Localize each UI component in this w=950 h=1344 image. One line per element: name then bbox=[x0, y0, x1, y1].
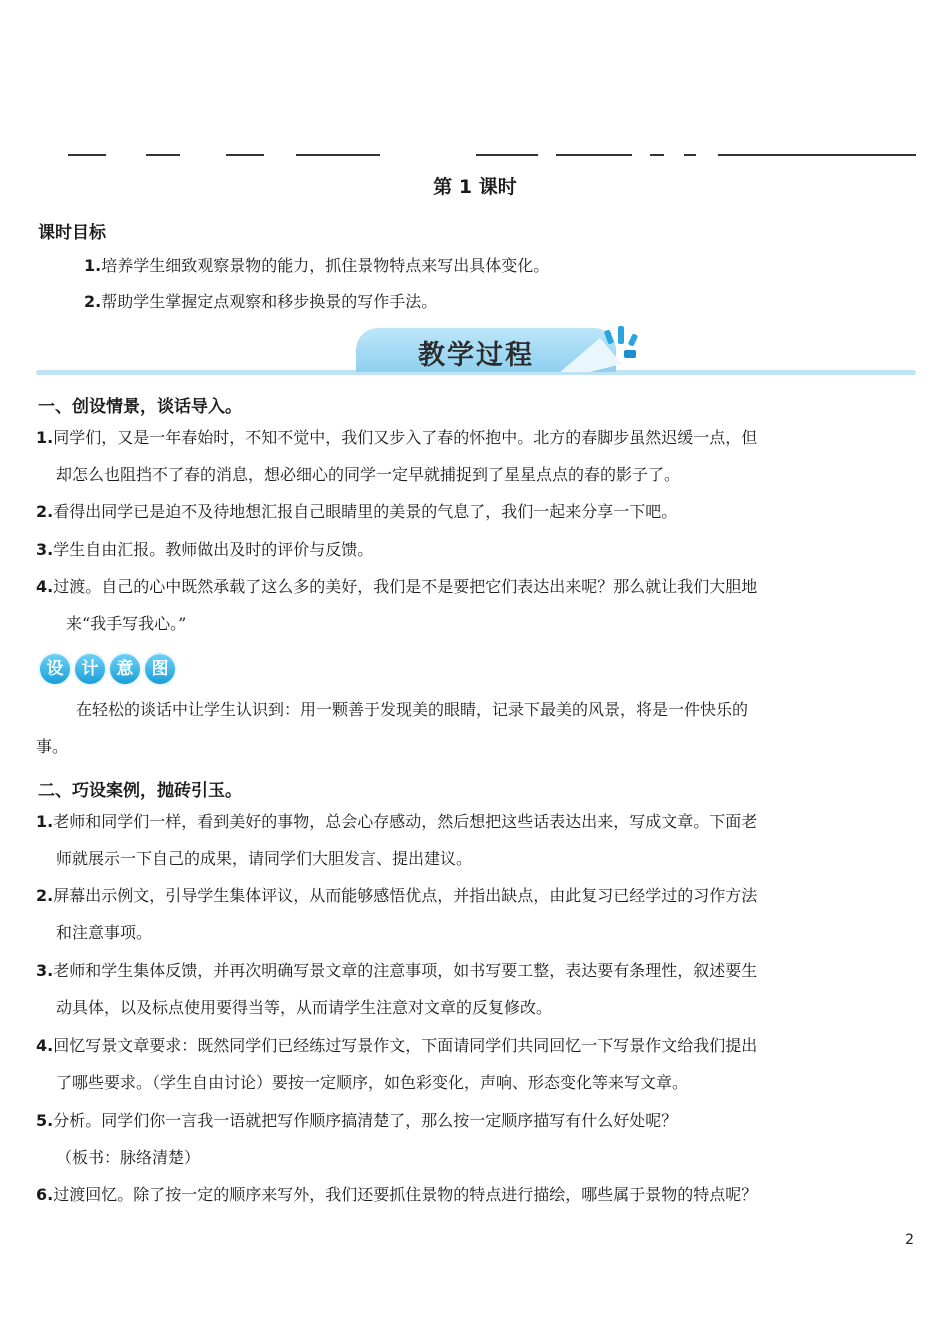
list-item: 3.老师和学生集体反馈，并再次明确写景文章的注意事项，如书写要工整，表达要有条理性，叙述要生 bbox=[36, 961, 758, 980]
list-item-continuation: 却怎么也阻挡不了春的消息，想必细心的同学一定早就捕捉到了星星点点的春的影子了。 bbox=[56, 465, 681, 484]
header-rule bbox=[684, 154, 696, 156]
list-item: 6.过渡回忆。除了按一定的顺序来写外，我们还要抓住景物的特点进行描绘，哪些属于景物的特点呢？ bbox=[36, 1185, 758, 1204]
design-text-continuation: 事。 bbox=[36, 737, 69, 756]
header-rule bbox=[226, 154, 264, 156]
list-item: 2.屏幕出示例文，引导学生集体评议，从而能够感悟优点，并指出缺点，由此复习已经学过的习作方法 bbox=[36, 886, 758, 905]
lesson-title: 第 1 课时 bbox=[433, 176, 517, 198]
design-badge: 设 bbox=[38, 652, 72, 686]
list-item-continuation: 师就展示一下自己的成果，请同学们大胆发言、提出建议。 bbox=[56, 849, 473, 868]
list-item-continuation: 来“我手写我心。” bbox=[66, 614, 187, 633]
design-text: 在轻松的谈话中让学生认识到：用一颗善于发现美的眼睛，记录下最美的风景，将是一件快乐的 bbox=[76, 700, 749, 719]
design-badge: 意 bbox=[108, 652, 142, 686]
list-item: 2.看得出同学已是迫不及待地想汇报自己眼睛里的美景的气息了，我们一起来分享一下吧。 bbox=[36, 502, 678, 521]
section2-heading: 二、巧设案例，抛砖引玉。 bbox=[38, 781, 242, 801]
list-item: 4.过渡。自己的心中既然承载了这么多的美好，我们是不是要把它们表达出来呢？那么就让我们大胆地 bbox=[36, 577, 758, 596]
list-item-continuation: 动具体，以及标点使用要得当等，从而请学生注意对文章的反复修改。 bbox=[56, 998, 553, 1017]
goal-item: 2.帮助学生掌握定点观察和移步换景的写作手法。 bbox=[84, 292, 438, 311]
header-rule bbox=[556, 154, 632, 156]
list-item-continuation: 了哪些要求。（学生自由讨论）要按一定顺序，如色彩变化，声响、形态变化等来写文章。 bbox=[56, 1073, 689, 1092]
design-badge: 图 bbox=[143, 652, 177, 686]
list-item: 1.同学们，又是一年春始时，不知不觉中，我们又步入了春的怀抱中。北方的春脚步虽然迟缓一点，但 bbox=[36, 428, 758, 447]
design-badge: 计 bbox=[73, 652, 107, 686]
goal-item: 1.培养学生细致观察景物的能力，抓住景物特点来写出具体变化。 bbox=[84, 256, 550, 275]
header-rule bbox=[146, 154, 180, 156]
list-item-continuation: （板书：脉络清楚） bbox=[56, 1148, 201, 1167]
list-item: 5.分析。同学们你一言我一语就把写作顺序搞清楚了，那么按一定顺序描写有什么好处呢？ bbox=[36, 1111, 678, 1130]
header-rule bbox=[650, 154, 664, 156]
page-number: 2 bbox=[905, 1232, 914, 1248]
header-rule bbox=[476, 154, 538, 156]
section1-heading: 一、创设情景，谈话导入。 bbox=[38, 397, 242, 417]
list-item: 4.回忆写景文章要求：既然同学们已经练过写景作文，下面请同学们共同回忆一下写景作文给我们提出 bbox=[36, 1036, 758, 1055]
header-rule bbox=[296, 154, 380, 156]
list-item-continuation: 和注意事项。 bbox=[56, 923, 153, 942]
list-item: 3.学生自由汇报。教师做出及时的评价与反馈。 bbox=[36, 540, 374, 559]
banner-title: 教学过程 bbox=[418, 340, 534, 371]
goals-heading: 课时目标 bbox=[38, 223, 106, 243]
list-item: 1.老师和同学们一样，看到美好的事物，总会心存感动，然后想把这些话表达出来，写成文章。下面老 bbox=[36, 812, 758, 831]
header-rule bbox=[68, 154, 106, 156]
header-rule bbox=[718, 154, 916, 156]
